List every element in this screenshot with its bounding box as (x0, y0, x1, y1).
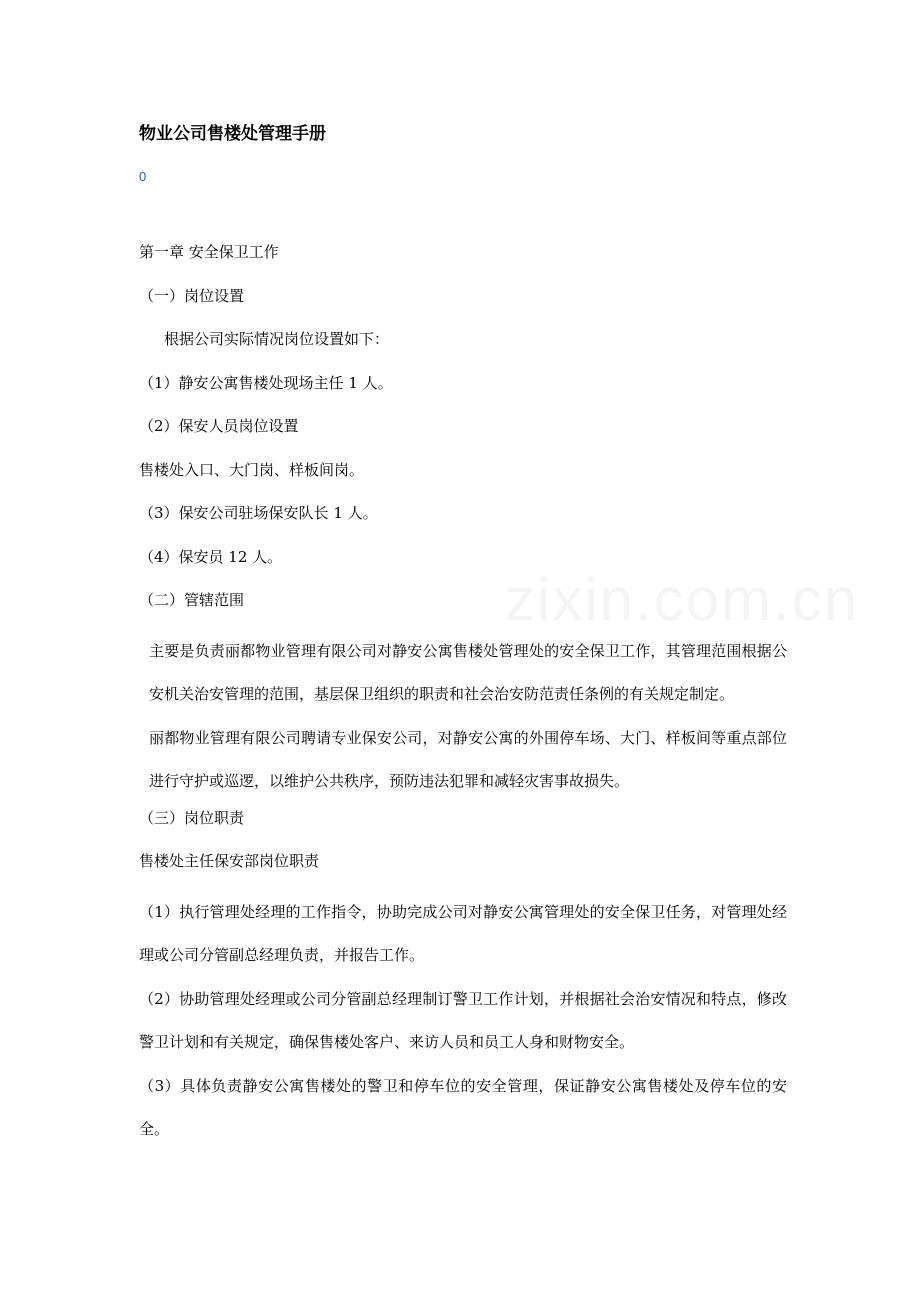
list-item: （3）具体负责静安公寓售楼处的警卫和停车位的安全管理，保证静安公寓售楼处及停车位的安全。 (139, 1076, 787, 1138)
list-item: （2）保安人员岗位设置 (139, 417, 299, 435)
list-item: （1）静安公寓售楼处现场主任 1 人。 (139, 373, 393, 392)
list-item: （4）保安员 12 人。 (139, 547, 283, 566)
document-body (139, 238, 787, 1152)
paragraph: 丽都物业管理有限公司聘请专业保安公司，对静安公寓的外围停车场、大门、样板间等重点部位进行守护或巡逻，以维护公共秩序，预防违法犯罪和减轻灾害事故损失。 (149, 728, 787, 790)
section-heading: （一）岗位设置 (139, 286, 245, 305)
list-item: （1）执行管理处经理的工作指令，协助完成公司对静安公寓管理处的安全保卫任务，对管理处经理或公司分管副总经理负责，并报告工作。 (139, 902, 787, 964)
subheading: 售楼处主任保安部岗位职责 (139, 852, 320, 870)
paragraph: 售楼处入口、大门岗、样板间岗。 (139, 460, 365, 479)
document-title: 物业公司售楼处管理手册 (139, 124, 326, 144)
page-link[interactable]: 0 (139, 169, 147, 184)
paragraph: 根据公司实际情况岗位设置如下： (164, 330, 390, 348)
paragraph: 主要是负责丽都物业管理有限公司对静安公寓售楼处管理处的安全保卫工作，其管理范围根据公安机关治安管理的范围，基层保卫组织的职责和社会治安防范责任条例的有关规定制定。 (149, 641, 787, 703)
section-heading: （二）管辖范围 (139, 591, 245, 609)
list-item: （3）保安公司驻场保安队长 1 人。 (139, 504, 378, 522)
chapter-heading: 第一章 安全保卫工作 (139, 243, 279, 261)
section-heading: （三）岗位职责 (139, 808, 245, 827)
list-item: （2）协助管理处经理或公司分管副总经理制订警卫工作计划，并根据社会治安情况和特点，修改警卫计划和有关规定，确保售楼处客户、来访人员和员工人身和财物安全。 (139, 989, 787, 1051)
